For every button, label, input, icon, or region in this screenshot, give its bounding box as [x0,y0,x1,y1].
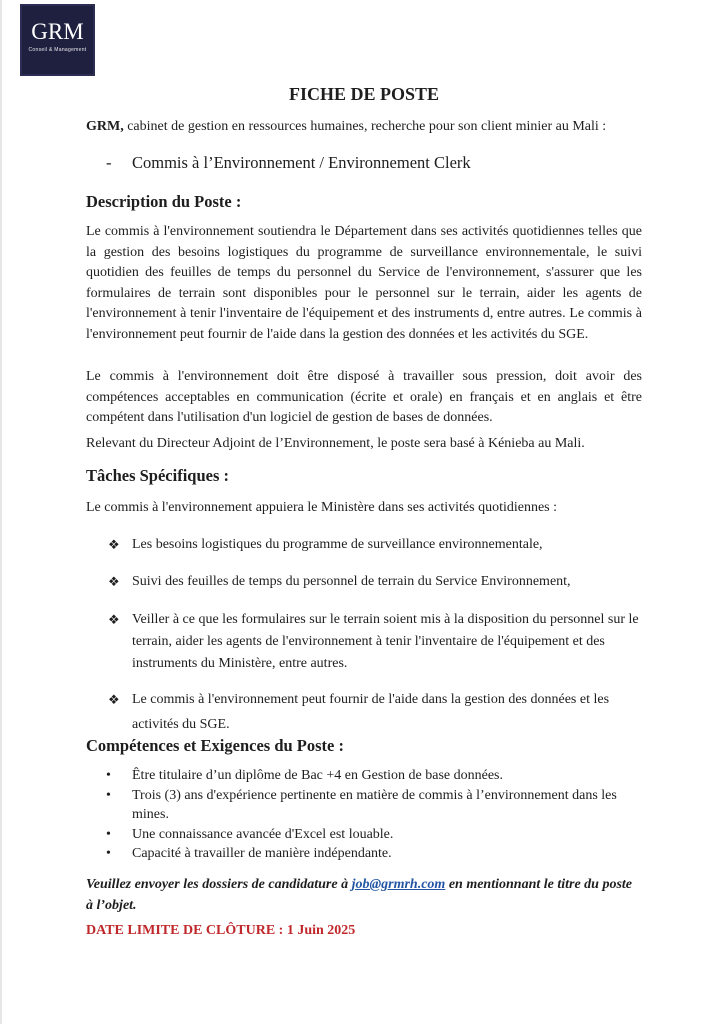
tasks-list [108,535,648,737]
bullet-dot-icon: • [106,846,111,861]
intro-paragraph [86,118,646,136]
task-text: Veiller à ce que les formulaires sur le terrain soient mis à la disposition du personnel sur le terrain, aider les agents de l'environnement à tenir l'inventaire de l'équipement et des instruments du Ministère, entre autres. [132,612,639,671]
company-name: GRM, [86,119,124,134]
job-title: Commis à l’Environnement / Environnement Clerk [132,153,471,172]
tasks-intro: Le commis à l'environnement appuiera le Ministère dans ses activités quotidiennes : [86,500,558,515]
job-dash: - [106,153,112,172]
task-text: Le commis à l'environnement peut fournir de l'aide dans la gestion des données et les activités du SGE. [132,692,610,732]
requirement-text: Une connaissance avancée d'Excel est louable. [132,826,394,842]
email-link[interactable]: job@grmrh.com [351,877,446,892]
list-item [106,786,646,825]
diamond-bullet-icon: ❖ [108,537,120,552]
requirement-text: Trois (3) ans d'expérience pertinente en matière de commis à l’environnement dans les mines. [132,787,617,822]
page-edge [0,0,2,1024]
requirement-text: Être titulaire d’un diplôme de Bac +4 en Gestion de base données. [132,768,504,783]
description-paragraph-3: Relevant du Directeur Adjoint de l’Environnement, le poste sera basé à Kénieba au Mali. [86,436,585,451]
list-item [106,844,646,864]
requirements-heading: Compétences et Exigences du Poste : [86,736,344,755]
list-item [106,825,646,845]
grm-logo [20,4,95,76]
requirements-list [106,766,646,864]
list-item [106,766,646,786]
diamond-bullet-icon: ❖ [108,692,120,707]
description-heading: Description du Poste : [86,192,242,211]
list-item [108,535,648,555]
closing-after: en mentionnant le titre du poste à l’objet. [86,877,633,913]
task-text: Suivi des feuilles de temps du personnel de terrain du Service Environnement, [132,574,571,589]
description-paragraph-2: Le commis à l'environnement doit être disposé à travailler sous pression, doit avoir des compétences acceptables en communication (écrite et orale) en français et en anglais et être compétent dans l'utilisation d'un logiciel de gestion de bases de données. [86,369,642,425]
logo-subtitle: Conseil & Management [28,47,87,53]
page-title: FICHE DE POSTE [288,84,440,104]
list-item [108,609,648,675]
task-text: Les besoins logistiques du programme de surveillance environnementale, [132,537,543,552]
logo-letters: GRM [31,19,84,44]
requirement-text: Capacité à travailler de manière indépendante. [132,846,392,861]
bullet-dot-icon: • [106,826,111,842]
bullet-dot-icon: • [106,768,111,783]
deadline-text: DATE LIMITE DE CLÔTURE : 1 Juin 2025 [86,923,356,938]
diamond-bullet-icon: ❖ [108,574,120,589]
closing-before: Veuillez envoyer les dossiers de candidature à [86,877,352,892]
list-item [108,572,648,592]
bullet-dot-icon: • [106,787,111,803]
description-paragraph-1: Le commis à l'environnement soutiendra le Département dans ses activités quotidiennes telles que la gestion des besoins logistiques du programme de surveillance environnementale, le suivi quotidien des feuilles de temps du personnel du Service de l'environnement, s'assurer que les formulaires de terrain sont disponibles pour le personnel sur le terrain, aider les agents de l'environnement à tenir l'inventaire de l'équipement et des instruments d, entre autres. Le commis à l'environnement peut fournir de l'aide dans la gestion des données et les activités du SGE. [86,224,642,342]
tasks-heading: Tâches Spécifiques : [86,466,230,485]
application-instructions [86,874,642,916]
intro-text: cabinet de gestion en ressources humaines, recherche pour son client minier au Mali : [123,119,607,134]
list-item [108,687,648,737]
job-title-line [106,153,471,173]
diamond-bullet-icon: ❖ [108,612,120,627]
